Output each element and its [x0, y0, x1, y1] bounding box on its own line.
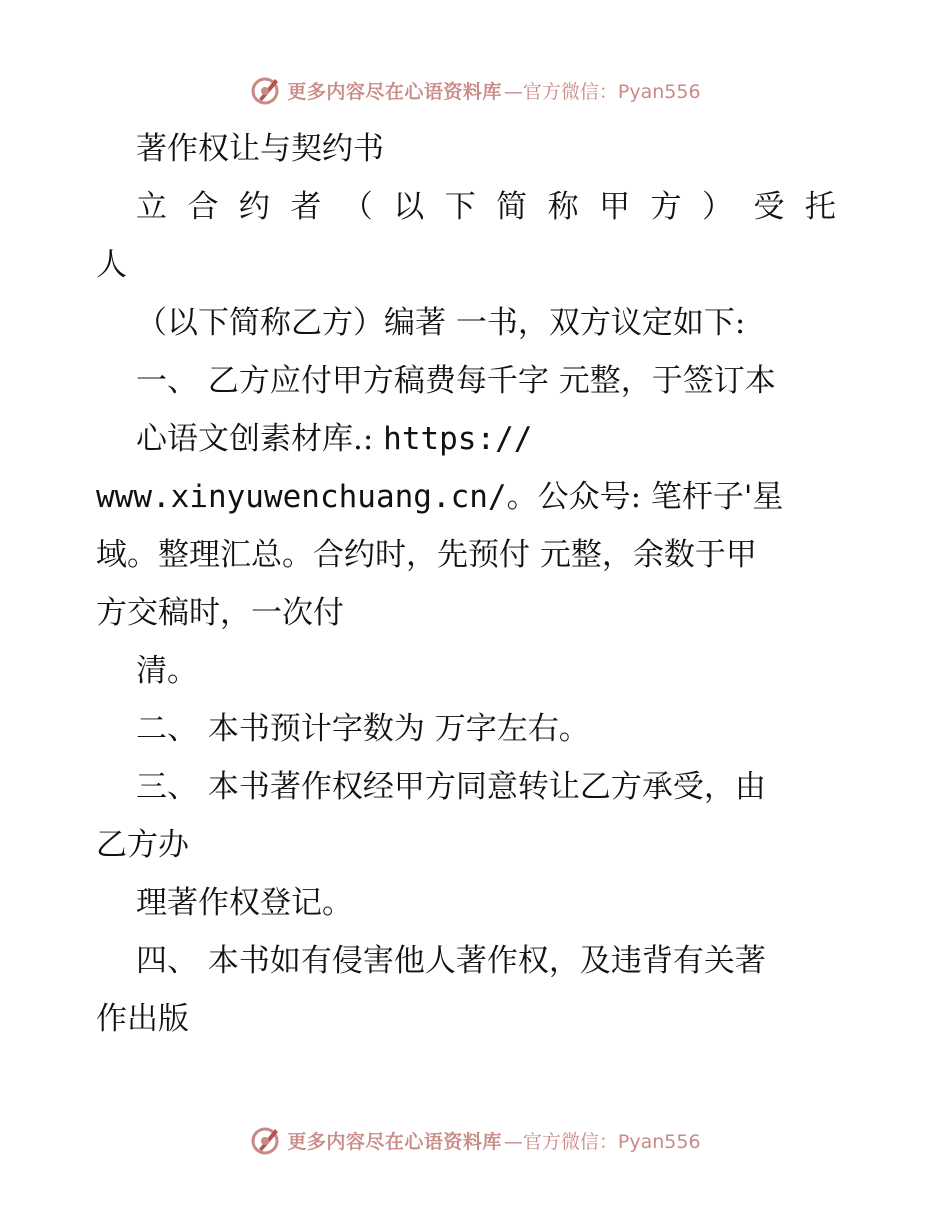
contract-line: 方交稿时，一次付 [96, 595, 344, 631]
contract-line: 作出版 [96, 1001, 189, 1037]
contract-line [96, 410, 856, 468]
banner-main-text: 更多内容尽在心语资料库 [287, 1130, 502, 1153]
footer-watermark-banner [0, 1120, 950, 1160]
contract-line-parties [96, 178, 856, 236]
justified-char: ） [701, 189, 733, 225]
source-url: www.xinyuwenchuang.cn/ [96, 479, 507, 515]
justified-char: 立 [136, 189, 167, 225]
contract-line: 域。整理汇总。合约时，先预付 元整，余数于甲 [96, 537, 757, 573]
contract-line: 乙方办 [96, 827, 189, 863]
justified-char: （ [341, 189, 373, 225]
contract-line: 三、 本书著作权经甲方同意转让乙方承受，由 [136, 769, 766, 805]
source-url-part: https:// [383, 421, 533, 457]
justified-char: 托 [804, 189, 836, 225]
contract-line: 一、 乙方应付甲方稿费每千字 元整，于签订本 [136, 363, 776, 399]
justified-char: 简 [496, 189, 528, 225]
contract-line [96, 468, 856, 526]
justified-char: 甲 [599, 189, 631, 225]
justified-char: 下 [444, 189, 476, 225]
justified-char: 合 [187, 189, 219, 225]
contract-line: 清。 [136, 653, 198, 689]
justified-char: 方 [650, 189, 682, 225]
document-title: 著作权让与契约书 [136, 131, 384, 167]
pen-logo-icon [249, 1123, 283, 1157]
contract-line: 人 [96, 247, 127, 283]
source-text: 。公众号: 笔杆子'星 [506, 479, 784, 515]
contract-line: 四、 本书如有侵害他人著作权，及违背有关著 [136, 943, 766, 979]
header-watermark-banner [0, 70, 950, 110]
source-text: 心语文创素材库.: [136, 421, 384, 457]
justified-char: 以 [393, 189, 425, 225]
justified-char: 约 [238, 189, 270, 225]
justified-char: 者 [290, 189, 322, 225]
document-body [96, 120, 856, 1048]
justified-char: 受 [753, 189, 785, 225]
contract-line: 理著作权登记。 [136, 885, 353, 921]
justified-char: 称 [547, 189, 579, 225]
banner-main-text: 更多内容尽在心语资料库 [287, 80, 502, 103]
banner-sub-text: —官方微信：Pyan556 [503, 1130, 701, 1153]
contract-line: （以下简称乙方）编著 一书，双方议定如下: [136, 305, 746, 341]
banner-sub-text: —官方微信：Pyan556 [503, 80, 701, 103]
contract-line: 二、 本书预计字数为 万字左右。 [136, 711, 590, 747]
pen-logo-icon [249, 73, 283, 107]
